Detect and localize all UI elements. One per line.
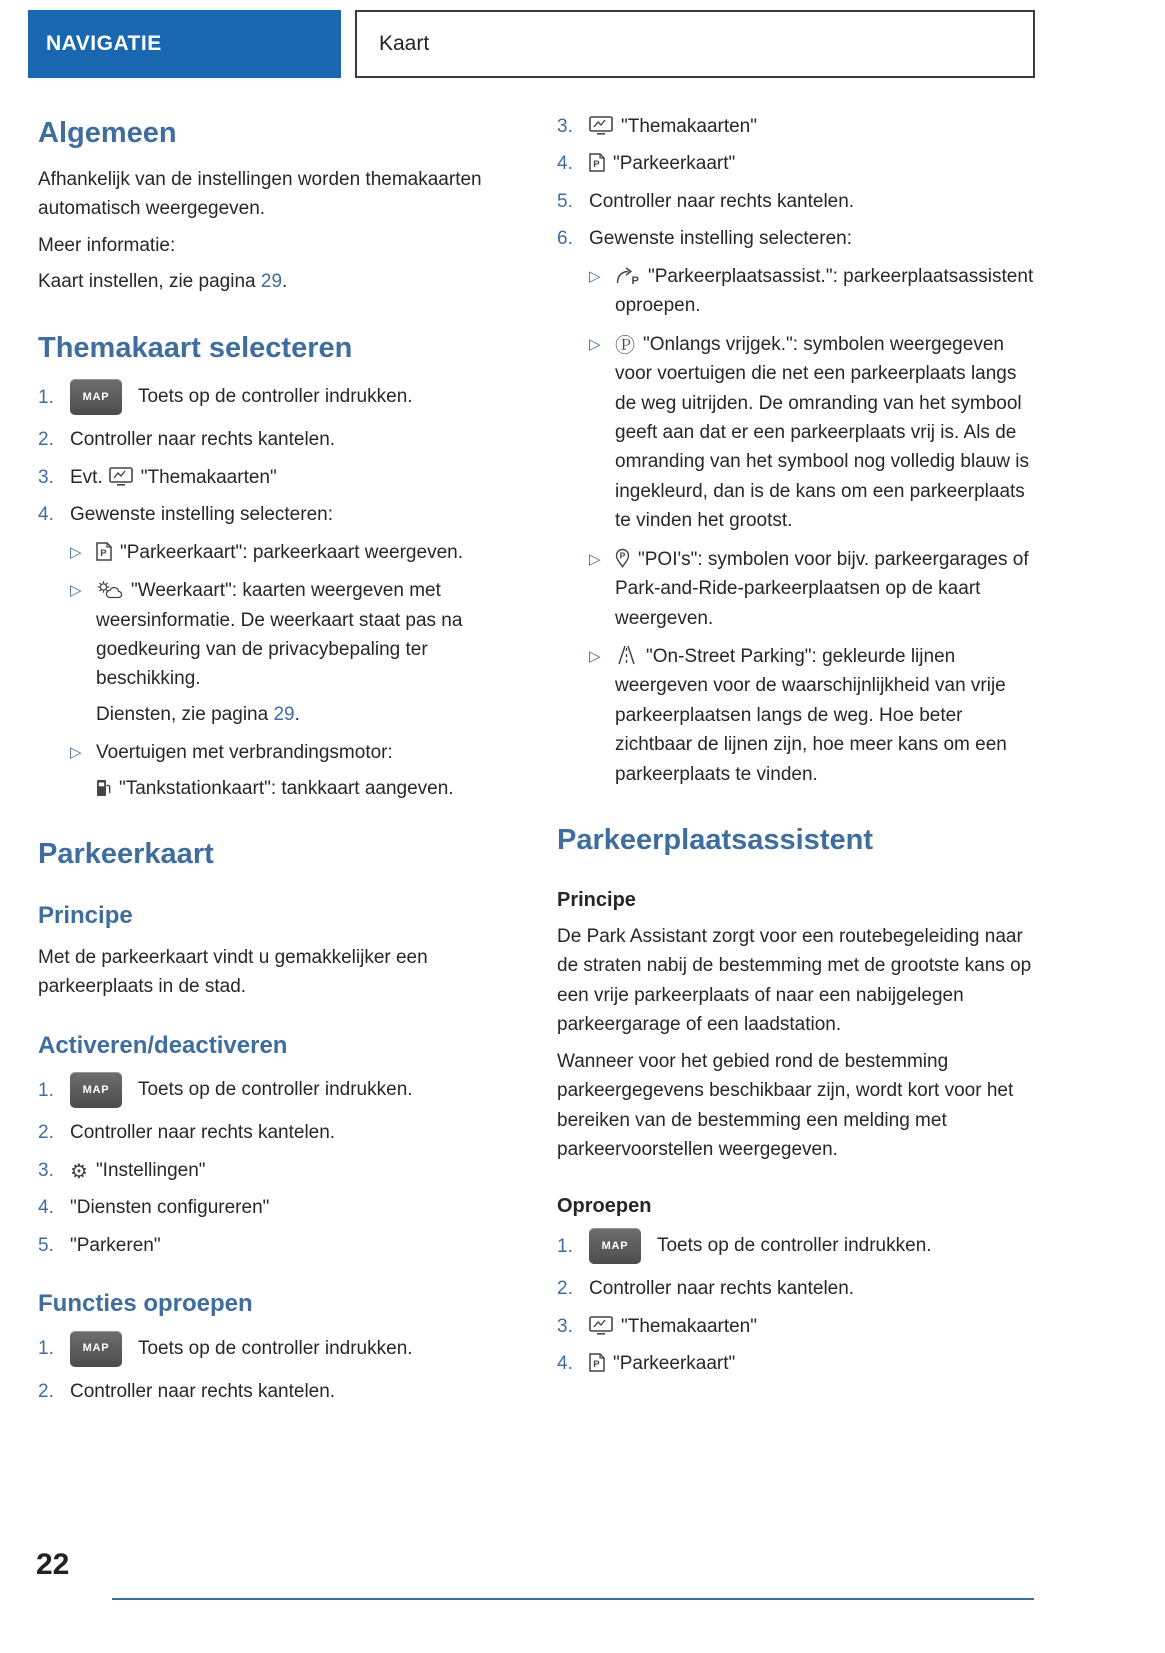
content-columns [38, 112, 1038, 1414]
paragraph-algemeen-1: Afhankelijk van de instellingen worden themakaarten automatisch weergegeven. [38, 168, 482, 220]
sub-text: Voertuigen met verbrandingsmotor: [96, 742, 393, 764]
icon-letter: P [619, 550, 626, 561]
list-item-3 [38, 463, 519, 492]
sub-bullet-parkeerplaatsassist [589, 262, 1038, 321]
step-body [589, 112, 1038, 141]
sub-bullet-on-street-parking [589, 642, 1038, 789]
paragraph-principe: Met de parkeerkaart vindt u gemakkelijker een parkeerplaats in de stad. [38, 946, 428, 998]
step-body [70, 1156, 519, 1185]
text: Kaart instellen, zie pagina [38, 271, 261, 293]
sub-body [615, 330, 1038, 536]
circled-p-icon: Ⓟ [615, 334, 635, 357]
section-title: Kaart [379, 31, 430, 55]
step-number: 3. [557, 116, 573, 137]
paragraph-algemeen-3 [38, 267, 519, 296]
map-button-icon [70, 1331, 122, 1367]
chapter-title: NAVIGATIE [46, 31, 162, 55]
sub-text: "Parkeerkaart": parkeerkaart weergeven. [120, 541, 463, 563]
step-number: 4. [557, 1353, 573, 1375]
icon-letter: P [593, 159, 600, 171]
sub-body [615, 262, 1038, 321]
step-number: 2. [38, 1380, 54, 1402]
sub-text: "Tankstationkaart": tankkaart aangeven. [119, 777, 454, 799]
sub-bullet-pois [589, 545, 1038, 633]
map-button-icon [70, 379, 122, 415]
step-text: Controller naar rechts kantelen. [70, 429, 336, 451]
list-item-6 [557, 224, 1038, 253]
section-box [355, 10, 1035, 78]
sub-text: "Parkeerplaatsassist.": parkeerplaatsassistent oproepen. [615, 265, 1034, 317]
heading-parkeerkaart: Parkeerkaart [38, 838, 214, 871]
step-text: Controller naar rechts kantelen. [70, 1122, 336, 1144]
map-key-label: MAP [82, 390, 110, 403]
step-body [70, 379, 519, 415]
sub-body [96, 538, 519, 567]
step-text: "Themakaarten" [621, 116, 757, 137]
sub-bullet-list [589, 262, 1038, 789]
map-button-icon [589, 1228, 641, 1264]
heading-oproepen: Oproepen [557, 1195, 652, 1218]
step-number: 6. [557, 228, 573, 250]
map-key-label: MAP [601, 1239, 629, 1252]
paragraph-assistent-1: De Park Assistant zorgt voor een routebegeleiding naar de straten nabij de bestemming met de grootste kans op een vrije parkeerplaats of naar een nabijgelegen parkeergarage of een laadstation. [557, 925, 1032, 1036]
left-column [38, 112, 519, 1414]
tankstation-icon [96, 778, 111, 797]
step-number: 2. [38, 1122, 54, 1144]
heading-parkeerplaatsassistent: Parkeerplaatsassistent [557, 824, 873, 857]
list-item-1 [557, 1228, 1038, 1264]
step-body [70, 1072, 519, 1108]
step-text: Toets op de controller indrukken. [137, 1337, 413, 1359]
step-text: Toets op de controller indrukken. [137, 1079, 413, 1101]
step-text: "Diensten configureren" [70, 1197, 270, 1219]
step-text: Controller naar rechts kantelen. [589, 190, 855, 212]
text: . [282, 271, 288, 293]
map-key-label: MAP [82, 1083, 110, 1096]
list-item-5 [557, 187, 1038, 216]
step-number: 5. [38, 1234, 54, 1256]
chapter-tab [28, 10, 341, 78]
list-item-1 [38, 1072, 519, 1108]
step-text: "Parkeren" [70, 1234, 161, 1256]
step-number: 5. [557, 190, 573, 212]
poi-pin-icon [615, 548, 630, 568]
step-pre-text: Evt. [70, 466, 103, 488]
tankstation-line [96, 774, 519, 803]
list-item-2 [38, 425, 519, 454]
step-text: Toets op de controller indrukken. [656, 1235, 932, 1257]
note-line [96, 700, 519, 729]
list-item-2 [557, 1274, 1038, 1303]
heading-principe: Principe [557, 888, 636, 911]
heading-activeren-deactiveren: Activeren/deactiveren [38, 1031, 288, 1059]
step-number: 1. [557, 1235, 573, 1257]
step-text: Gewenste instelling selecteren: [70, 504, 333, 526]
icon-letter: P [593, 1359, 600, 1371]
parkeerkaart-icon [589, 153, 605, 172]
map-button-icon [70, 1072, 122, 1108]
page-link-29[interactable]: 29 [273, 703, 295, 725]
step-number: 3. [557, 1315, 573, 1337]
step-text: Toets op de controller indrukken. [137, 386, 413, 408]
triangle-bullet-icon: ▷ [589, 550, 601, 568]
sub-body [96, 738, 519, 803]
text: . [294, 703, 300, 725]
list-item-3 [557, 1312, 1038, 1341]
map-key-label: MAP [82, 1342, 110, 1355]
step-number: 4. [38, 504, 54, 526]
parkeerplaatsassistent-icon [615, 265, 640, 285]
sub-text: "On-Street Parking": gekleurde lijnen weergeven voor de waarschijnlijkheid van vrije parkeerplaatsen langs de weg. Hoe beter zichtbaar de lijnen zijn, hoe meer kans om een parkeerplaats te vinden. [615, 646, 1007, 785]
step-text: "Instellingen" [95, 1159, 206, 1181]
sub-body [96, 576, 519, 729]
step-text: "Themakaarten" [621, 1315, 757, 1337]
list-item-4 [557, 149, 1038, 178]
sub-bullet-onlangs-vrijgekomen [589, 330, 1038, 536]
list-item-2 [38, 1377, 519, 1406]
step-text: Gewenste instelling selecteren: [589, 228, 852, 250]
page-link-29[interactable]: 29 [260, 271, 283, 293]
on-street-parking-icon [615, 645, 638, 665]
themakaarten-icon [589, 116, 613, 135]
triangle-bullet-icon: ▷ [70, 582, 82, 600]
icon-letter: P [100, 547, 107, 559]
step-body [589, 1349, 1038, 1378]
paragraph-assistent-2: Wanneer voor het gebied rond de bestemming parkeergegevens beschikbaar zijn, wordt kort voor het bereiken van de bestemming een melding met parkeervoorstellen weergegeven. [557, 1050, 1014, 1161]
list-item-4 [557, 1349, 1038, 1378]
list-item-2 [38, 1118, 519, 1147]
heading-principe: Principe [38, 901, 133, 929]
step-number: 4. [557, 153, 573, 175]
list-item-1 [38, 379, 519, 415]
sub-bullet-list [70, 538, 519, 804]
heading-algemeen: Algemeen [38, 117, 177, 149]
triangle-bullet-icon: ▷ [70, 543, 82, 561]
list-item-1 [38, 1331, 519, 1367]
sub-bullet-verbrandingsmotor [70, 738, 519, 803]
gear-icon: ⚙ [70, 1160, 88, 1183]
step-body [70, 1331, 519, 1367]
sub-text: "Onlangs vrijgek.": symbolen weergegeven voor voertuigen die net een parkeerplaats langs de weg uitrijden. De omranding van het symbool geeft aan dat er een parkeerplaats vrij is. Als de omranding van het symbool nog volledig blauw is ingekleurd, dan is de kans om een parkeerplaats te vinden het grootst. [615, 333, 1030, 532]
icon-letter: P [631, 274, 639, 285]
list-item-3 [38, 1156, 519, 1185]
triangle-bullet-icon: ▷ [589, 648, 601, 665]
step-text: "Themakaarten" [140, 466, 277, 488]
page-number: 22 [36, 1548, 70, 1581]
parkeerkaart-icon [96, 542, 112, 561]
list-item-5 [38, 1231, 519, 1260]
heading-functies-oproepen: Functies oproepen [38, 1290, 253, 1318]
triangle-bullet-icon: ▷ [70, 744, 82, 762]
themakaarten-icon [109, 467, 133, 486]
weerkaart-icon [96, 580, 123, 599]
footer-rule [112, 1598, 1034, 1600]
sub-bullet-weerkaart [70, 576, 519, 729]
step-text: Controller naar rechts kantelen. [70, 1380, 336, 1402]
right-column [557, 112, 1038, 1414]
step-number: 1. [38, 386, 54, 408]
list-item-3 [557, 112, 1038, 141]
heading-themakaart-selecteren: Themakaart selecteren [38, 331, 353, 364]
step-text: "Parkeerkaart" [613, 1353, 736, 1375]
parkeerkaart-icon [589, 1353, 605, 1372]
paragraph-algemeen-2: Meer informatie: [38, 234, 176, 256]
sub-text: "Weerkaart": kaarten weergeven met weersinformatie. De weerkaart staat pas na goedkeuring van de privacybepaling ter beschikking. [96, 580, 463, 690]
step-number: 1. [38, 1079, 54, 1101]
step-text: Controller naar rechts kantelen. [589, 1278, 855, 1300]
sub-text: "POI's": symbolen voor bijv. parkeergarages of Park-and-Ride-parkeerplaatsen op de kaart weergeven. [615, 548, 1029, 629]
step-number: 3. [38, 1159, 54, 1181]
step-number: 4. [38, 1197, 54, 1219]
sub-bullet-parkeerkaart [70, 538, 519, 567]
list-item-4 [38, 500, 519, 529]
text: Diensten, zie pagina [96, 703, 274, 725]
step-number: 2. [557, 1278, 573, 1300]
triangle-bullet-icon: ▷ [589, 267, 601, 285]
step-number: 1. [38, 1338, 54, 1360]
themakaarten-icon [589, 1316, 613, 1335]
triangle-bullet-icon: ▷ [589, 335, 601, 353]
step-number: 3. [38, 466, 54, 488]
sub-body [615, 642, 1038, 789]
step-body [589, 1312, 1038, 1341]
sub-body [615, 545, 1038, 633]
step-text: "Parkeerkaart" [613, 153, 736, 175]
page-header [28, 10, 1035, 78]
list-item-4 [38, 1193, 519, 1222]
step-body [589, 1228, 1038, 1264]
step-number: 2. [38, 429, 54, 451]
step-body [70, 463, 519, 492]
step-body [589, 149, 1038, 178]
